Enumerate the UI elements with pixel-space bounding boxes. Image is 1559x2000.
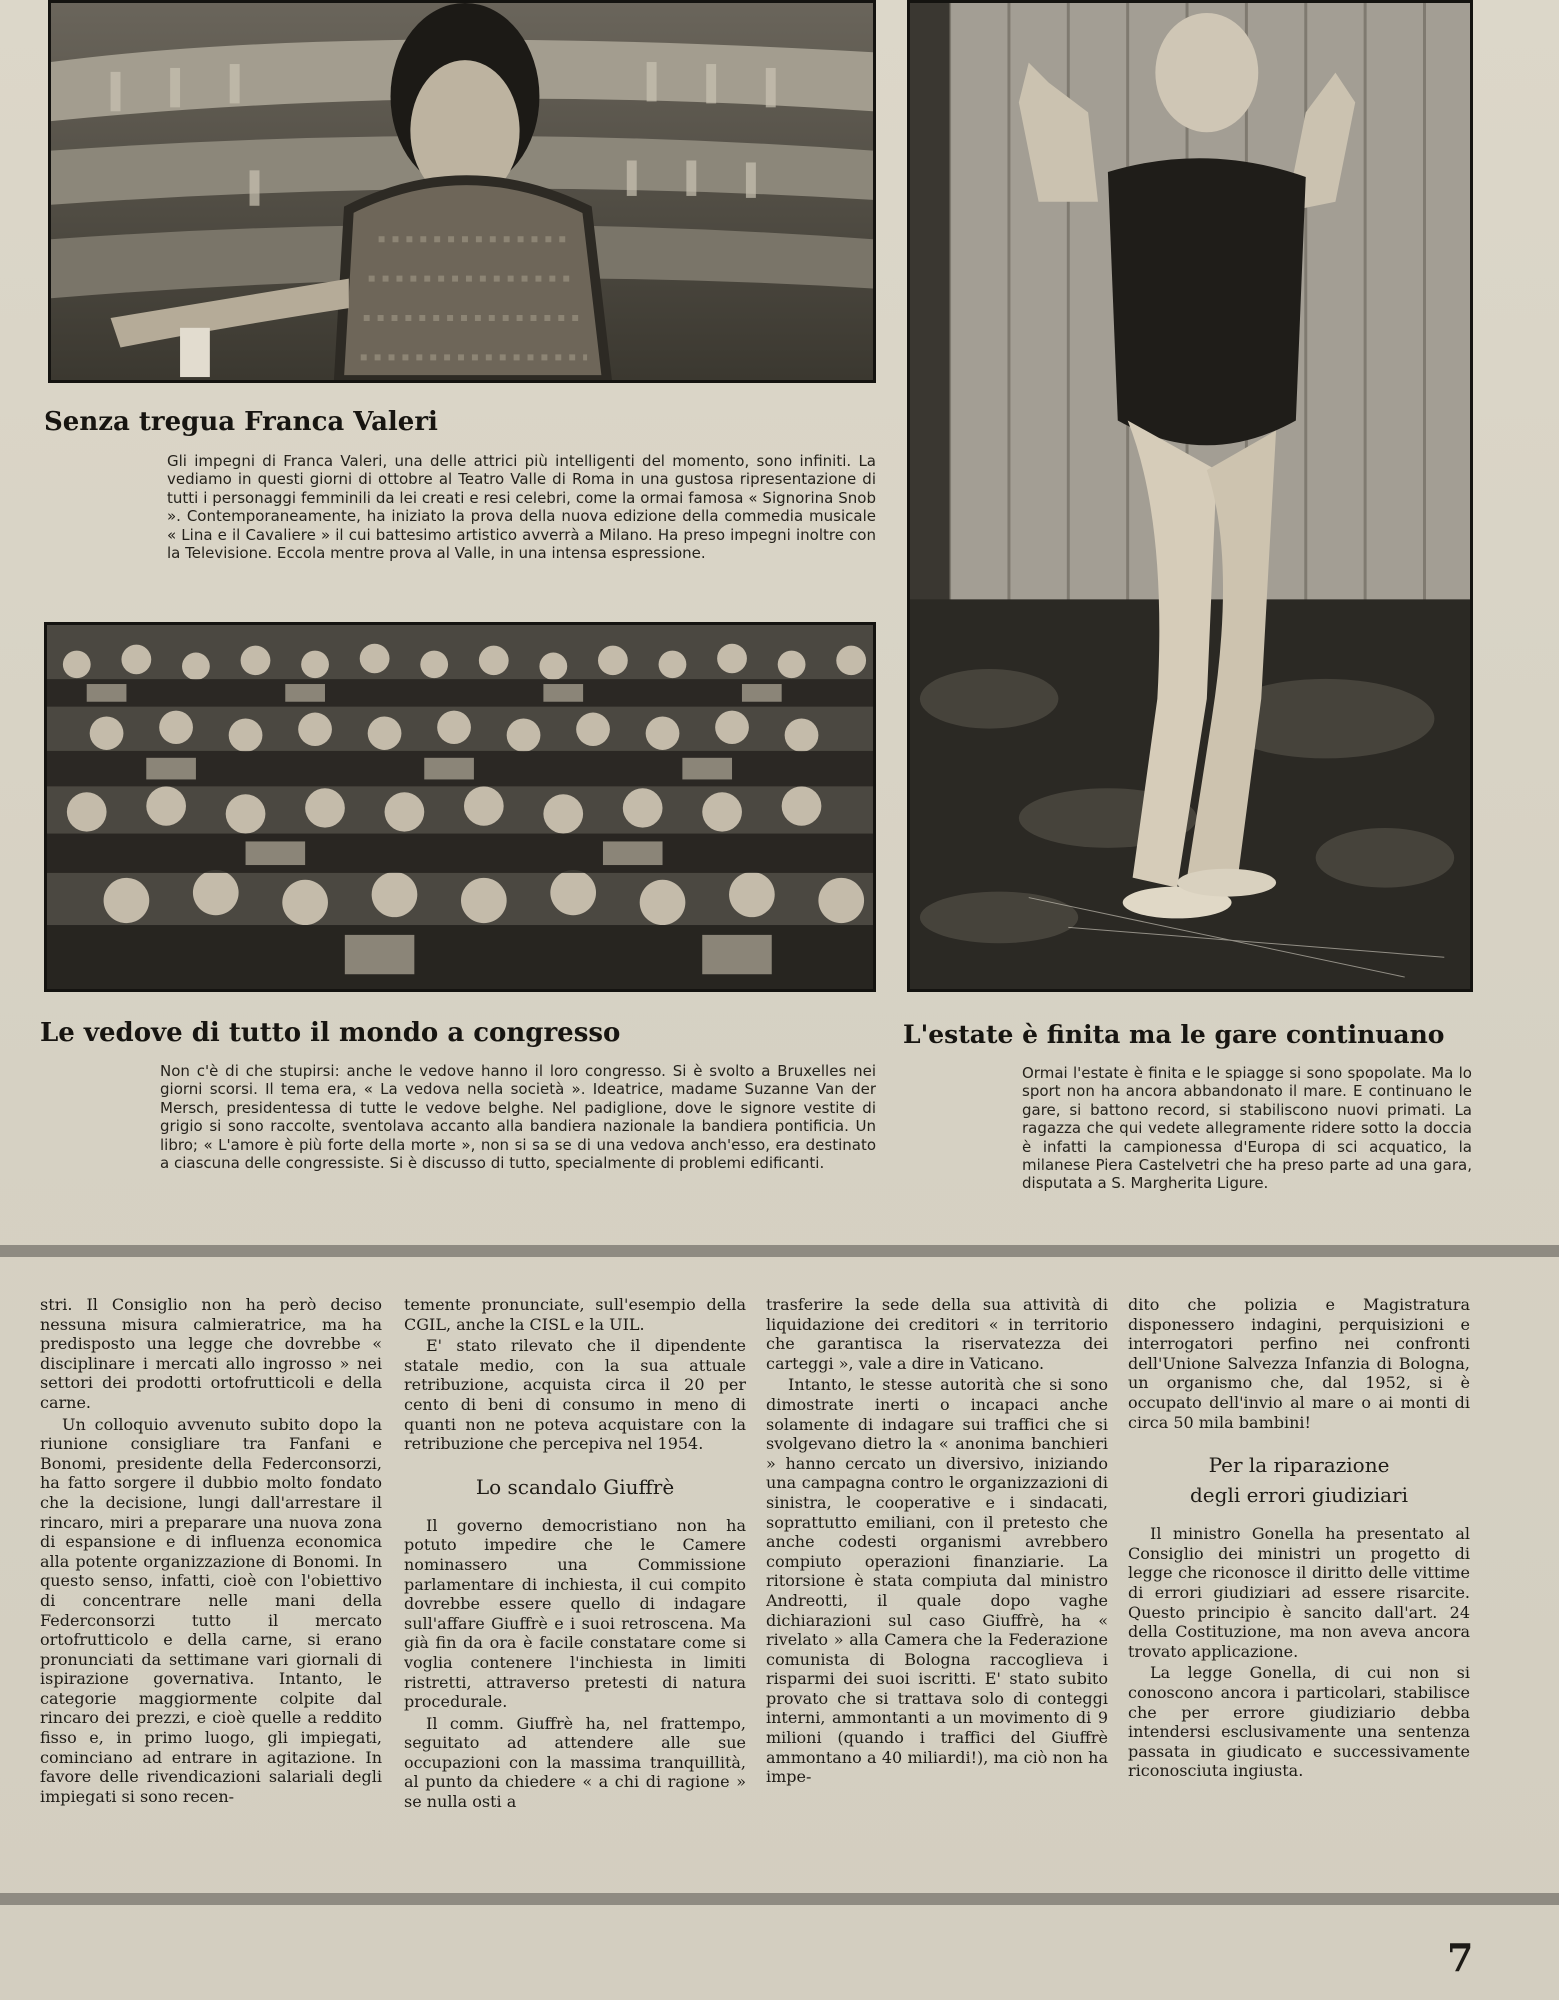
caption-valeri-text: Gli impegni di Franca Valeri, una delle attrici più intelligenti del momento, sono infiniti. La vediamo in questi giorni di ottobre al Teatro Valle di Roma in una gustosa ripresentazione di tutti i personaggi femminili da lei creati e resi celebri, come la ormai famosa « Signorina Snob ». Contemporaneamente, ha iniziato la prova della nuova edizione della commedia musicale « Lina e il Cavaliere » il cui battesimo artistico avverrà a Milano. Ha preso impegni inoltre con la Televisione. Eccola mentre prova al Valle, in una intensa espressione. [167, 452, 876, 563]
col2-p3: Il governo democristiano non ha potuto impedire che le Camere nominassero una Commissione parlamentare di inchiesta, il cui compito dovrebbe essere quello di indagare sull'affare Giuffrè e i suoi retroscena. Ma già fin da ora è facile constatare come si voglia contenere l'inchiesta in limiti ristretti, attraverso pretesti di natura procedurale. [404, 1515, 746, 1712]
photo-vedove-congresso [44, 622, 876, 992]
photo-franca-valeri [48, 0, 876, 383]
col2-p1: temente pronunciate, sull'esempio della CGIL, anche la CISL e la UIL. [404, 1295, 746, 1334]
bottom-divider [0, 1893, 1559, 1905]
column-3 [766, 1295, 1108, 1875]
column-1 [40, 1295, 382, 1875]
caption-vedove-text: Non c'è di che stupirsi: anche le vedove hanno il loro congresso. Si è svolto a Bruxelles nei giorni scorsi. Il tema era, « La vedova nella società ». Ideatrice, madame Suzanne Van der Mersch, presidentessa di tutte le vedove belghe. Nel padiglione, dove le signore vestite di grigio si sono raccolte, sventolava accanto alla bandiera nazionale la bandiera pontificia. Un libro; « L'amore è più forte della morte », non si sa se di una vedova anch'esso, era destinato a ciascuna delle congressiste. Si è discusso di tutto, specialmente di problemi edificanti. [160, 1062, 876, 1173]
top-divider [0, 1245, 1559, 1257]
col2-p2: E' stato rilevato che il dipendente statale medio, con la sua attuale retribuzione, acquista circa il 20 per cento di beni di consumo in meno di quanti non ne poteva acquistare con la retribuzione che percepiva nel 1954. [404, 1336, 746, 1454]
caption-valeri [167, 452, 876, 602]
col4-p1: dito che polizia e Magistratura disponessero indagini, perquisizioni e interrogatori perfino nei confronti dell'Unione Salvezza Infanzia di Bologna, un organismo che, dal 1952, si è occupato dell'invio al mare o ai monti di circa 50 mila bambini! [1128, 1295, 1470, 1432]
page-number: 7 [1447, 1935, 1474, 1980]
col4-heading-line2: degli errori giudiziari [1190, 1483, 1408, 1508]
col4-p2: Il ministro Gonella ha presentato al Consiglio dei ministri un progetto di legge che riconosce il diritto delle vittime di errori giudiziari ad essere risarcite. Questo principio è sancito dall'art. 24 della Costituzione, ma non aveva ancora trovato applicazione. [1128, 1524, 1470, 1661]
col4-p3: La legge Gonella, di cui non si conoscono ancora i particolari, stabilisce che per errore giudiziario debba intendersi esclusivamente una sentenza passata in giudicato e successivamente riconosciuta ingiusta. [1128, 1663, 1470, 1781]
headline-valeri: Senza tregua Franca Valeri [44, 407, 438, 437]
col4-heading [1128, 1450, 1470, 1510]
column-2 [404, 1295, 746, 1875]
caption-estate [1022, 1064, 1472, 1214]
headline-estate: L'estate è finita ma le gare continuano [903, 1020, 1445, 1049]
column-4 [1128, 1295, 1470, 1875]
col2-heading: Lo scandalo Giuffrè [475, 1474, 675, 1499]
col1-p1: stri. Il Consiglio non ha però deciso nessuna misura calmieratrice, ma ha predisposto una legge che dovrebbe « disciplinare i mercati allo ingrosso » nei settori dei prodotti ortofrutticoli e della carne. [40, 1295, 382, 1412]
caption-vedove [160, 1062, 876, 1212]
col3-p1: trasferire la sede della sua attività di liquidazione dei creditori « in territorio che garantisca la riservatezza dei carteggi », vale a dire in Vaticano. [766, 1295, 1108, 1373]
caption-estate-text: Ormai l'estate è finita e le spiagge si sono spopolate. Ma lo sport non ha ancora abbandonato il mare. E continuano le gare, si battono record, si stabiliscono nuovi primati. La ragazza che qui vedete allegramente ridere sotto la doccia è infatti la campionessa d'Europa di sci acquatico, la milanese Piera Castelvetri che ha preso parte ad una gara, disputata a S. Margherita Ligure. [1022, 1064, 1472, 1193]
headline-vedove: Le vedove di tutto il mondo a congresso [40, 1018, 621, 1048]
col3-p2: Intanto, le stesse autorità che si sono dimostrate inerti o incapaci anche solamente di indagare sui traffici che si svolgevano dietro la « anonima banchieri » hanno cercato un diversivo, iniziando una campagna contro le organizzazioni di sinistra, le cooperative e i sindacati, soprattutto emiliani, con il pretesto che anche codesti organismi avrebbero compiuto operazioni finanziarie. La ritorsione è stata compiuta dal ministro Andreotti, il quale dopo vaghe dichiarazioni sul caso Giuffrè, ha « rivelato » alla Camera che la Federazione comunista di Bologna raccoglieva i risparmi dei suoi iscritti. E' stato subito provato che si trattava solo di conteggi interni, ammontanti a un movimento di 9 milioni (quando i traffici del Giuffrè ammontano a 40 miliardi!), ma ciò non ha impe- [766, 1375, 1108, 1787]
col2-p4: Il comm. Giuffrè ha, nel frattempo, seguitato ad attendere alle sue occupazioni con la massima tranquillità, al punto da chiedere « a chi di ragione » se nulla osti a [404, 1713, 746, 1812]
col4-heading-line1: Per la riparazione [1208, 1453, 1390, 1478]
photo-piera-castelvetri [907, 0, 1473, 992]
col1-p2: Un colloquio avvenuto subito dopo la riunione consigliare tra Fanfani e Bonomi, presidente della Federconsorzi, ha fatto sorgere il dubbio molto fondato che la decisione, lungi dall'arrestare il rincaro, miri a preparare una nuova zona di espansione e di influenza economica alla potente organizzazione di Bonomi. In questo senso, infatti, cioè con l'obiettivo di concentrare nelle mani della Federconsorzi tutto il mercato ortofrutticolo e della carne, si erano pronunciati da settimane vari giornali di ispirazione governativa. Intanto, le categorie maggiormente colpite dal rincaro dei prezzi, e cioè quelle a reddito fisso e, in primo luogo, gli impiegati, cominciano ad entrare in agitazione. In favore delle rivendicazioni salariali degli impiegati si sono recen- [40, 1414, 382, 1806]
